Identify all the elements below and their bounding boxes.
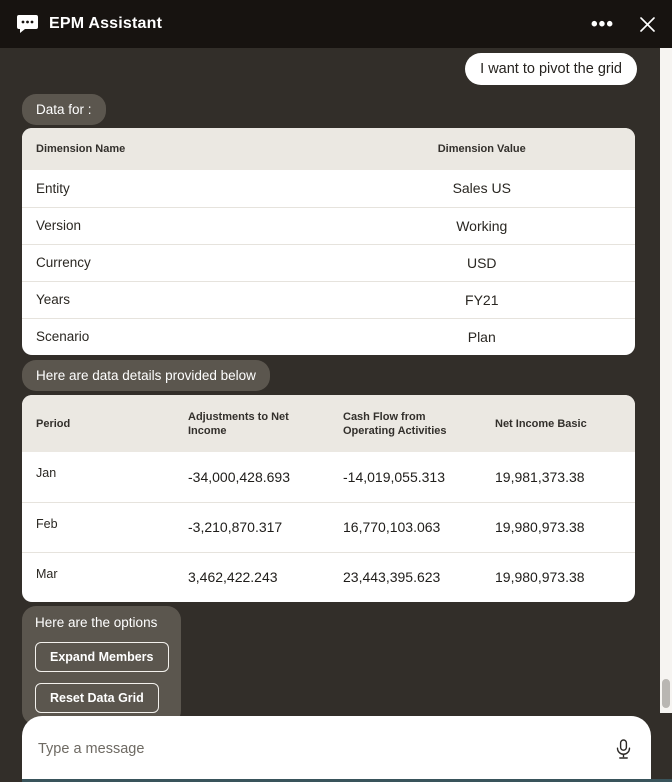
column-header-cash-flow: Cash Flow from Operating Activities [343, 395, 495, 452]
close-icon[interactable] [640, 17, 655, 32]
dimension-value: Sales US [452, 180, 511, 197]
column-header-dimension-name: Dimension Name [22, 128, 329, 170]
table-row [22, 552, 635, 602]
microphone-icon[interactable] [616, 739, 631, 760]
table-row [22, 452, 635, 502]
dimension-value: Working [329, 207, 636, 244]
dimension-name: Currency [22, 244, 329, 281]
header-bar [0, 0, 672, 48]
user-message-bubble: I want to pivot the grid [465, 53, 637, 85]
table-row [22, 502, 635, 552]
table-row [22, 170, 635, 207]
chat-bubble-icon [17, 15, 38, 34]
bot-message-options [22, 606, 181, 725]
cash-flow-cell: 16,770,103.063 [343, 502, 495, 552]
table-row [22, 207, 635, 244]
message-input[interactable] [38, 741, 616, 757]
period-cell: Mar [22, 552, 188, 602]
table-row [22, 318, 635, 355]
scrollbar-thumb[interactable] [662, 679, 670, 708]
table-row [22, 244, 635, 281]
dimension-table [22, 128, 635, 355]
adjustments-cell: -34,000,428.693 [188, 468, 290, 485]
period-cell: Feb [22, 502, 188, 552]
net-income-cell: 19,980,973.38 [495, 552, 635, 602]
adjustments-cell: -3,210,870.317 [188, 502, 343, 552]
dimension-name: Entity [36, 180, 70, 196]
column-header-dimension-value: Dimension Value [329, 128, 636, 170]
dimension-name: Version [22, 207, 329, 244]
reset-data-grid-button[interactable]: Reset Data Grid [35, 683, 159, 713]
dimension-name: Scenario [22, 318, 329, 355]
column-header-net-income: Net Income Basic [495, 395, 635, 452]
expand-members-button[interactable]: Expand Members [35, 642, 169, 672]
net-income-cell: 19,981,373.38 [495, 468, 585, 485]
data-table-header-row [22, 395, 635, 452]
cash-flow-cell: -14,019,055.313 [343, 468, 445, 485]
net-income-cell: 19,980,973.38 [495, 502, 635, 552]
table-row [22, 281, 635, 318]
dimension-value: USD [329, 244, 636, 281]
dimension-value: FY21 [329, 281, 636, 318]
overflow-menu-icon[interactable]: ••• [591, 13, 614, 35]
period-cell: Jan [36, 466, 57, 480]
dimension-table-header-row [22, 128, 635, 170]
dimension-value: Plan [329, 318, 636, 355]
options-prompt: Here are the options [35, 615, 158, 630]
message-composer [22, 716, 651, 782]
bot-message-data-for: Data for : [22, 94, 106, 125]
scrollbar-track[interactable] [660, 48, 672, 713]
column-header-period: Period [22, 395, 188, 452]
adjustments-cell: 3,462,422.243 [188, 552, 343, 602]
window-title: EPM Assistant [49, 15, 163, 32]
bot-message-data-details: Here are data details provided below [22, 360, 270, 391]
dimension-name: Years [22, 281, 329, 318]
data-details-table [22, 395, 635, 602]
cash-flow-cell: 23,443,395.623 [343, 552, 495, 602]
column-header-adjustments: Adjustments to Net Income [188, 395, 343, 452]
